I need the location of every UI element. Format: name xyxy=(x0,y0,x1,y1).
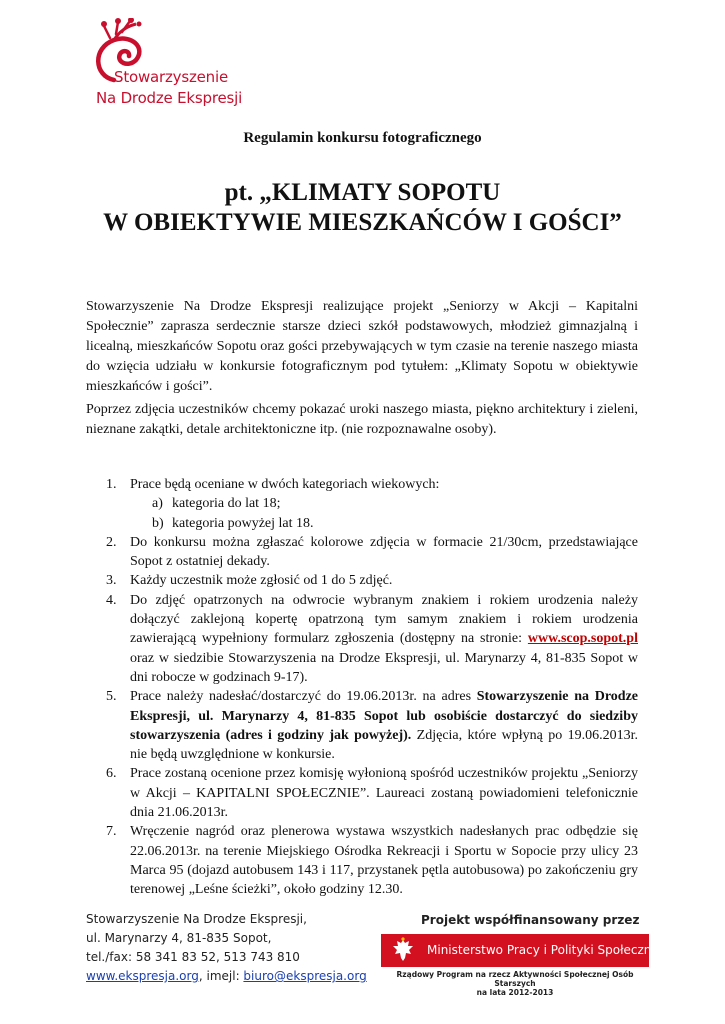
list-item-text-part: Prace należy nadesłać/dostarczyć do 19.06.2013r. na adres xyxy=(130,689,477,705)
sub-list-item xyxy=(86,494,638,513)
logo-text-line1: Stowarzyszenie xyxy=(114,68,228,86)
submission-address-bold: Stowarzyszenie na Drodze Ekspresji, ul. Marynarzy 4, 81-835 Sopot lub osobiście dostarczyć do siedziby stowarzyszenia (adres i godziny jak powyżej). xyxy=(130,689,638,743)
list-item-text: Do konkursu można zgłaszać kolorowe zdjęcia w formacie 21/30cm, przedstawiające Sopot z ostatniej dekady. xyxy=(130,534,638,570)
list-item-text-part: Zdjęcia, które wpłyną po 19.06.2013r. nie będą uwzględnione w konkursie. xyxy=(130,727,638,763)
sub-item-label: a) xyxy=(152,496,163,512)
sub-item-text: kategoria powyżej lat 18. xyxy=(172,515,314,531)
footer-address: ul. Marynarzy 4, 81-835 Sopot, xyxy=(86,931,272,945)
list-item-number: 4. xyxy=(106,592,117,608)
list-item-text xyxy=(130,689,638,762)
list-item-text: Każdy uczestnik może zgłosić od 1 do 5 zdjęć. xyxy=(130,573,393,589)
footer-web-line xyxy=(86,967,367,986)
sub-list-item xyxy=(86,514,638,533)
footer-contact xyxy=(86,910,367,986)
footer-email-link[interactable]: biuro@ekspresja.org xyxy=(243,969,367,983)
list-item-number: 3. xyxy=(106,573,117,589)
program-line-2: na lata 2012-2013 xyxy=(476,988,554,997)
program-caption xyxy=(381,970,649,997)
list-item xyxy=(86,822,638,899)
list-item-text xyxy=(130,593,638,685)
list-item-number: 6. xyxy=(106,766,117,782)
sub-item-label: b) xyxy=(152,515,164,531)
list-item xyxy=(86,533,638,572)
title-line-2: W OBIEKTYWIE MIESZKAŃCÓW I GOŚCI” xyxy=(103,209,622,236)
organization-logo xyxy=(84,18,244,118)
list-item-text: Wręczenie nagród oraz plenerowa wystawa wszystkich nadesłanych prac odbędzie się 22.06.2013r. na terenie Miejskiego Ośrodka Rekreacji i Sportu w Sopocie przy ulicy 23 Marca 95 (dojazd autobusem 143 i 117, przystanek pętla autobusowa) po zakończeniu gry terenowej „Leśne ścieżki”, około godziny 12.30. xyxy=(130,824,638,898)
sub-item-text: kategoria do lat 18; xyxy=(172,496,281,512)
cofund-heading: Projekt współfinansowany przez xyxy=(421,913,640,927)
footer-email-label: , imejl: xyxy=(198,969,244,983)
scop-website-link[interactable]: www.scop.sopot.pl xyxy=(527,631,638,647)
list-item xyxy=(86,571,638,590)
title-line-1: pt. „KLIMATY SOPOTU xyxy=(224,179,501,206)
intro-paragraph: Stowarzyszenie Na Drodze Ekspresji realizujące projekt „Seniorzy w Akcji – Kapitalni Społecznie” zaprasza serdecznie starsze dzieci szkół podstawowych, młodzież gimnazjalną i licealną, mieszkańców Sopotu oraz gości przebywających w tym czasie na terenie naszego miasta do wzięcia udziału w konkursie fotograficznym pod tytułem: „Klimaty Sopotu w obiektywie mieszkańców i gości”. xyxy=(86,299,638,394)
purpose-paragraph: Poprzez zdjęcia uczestników chcemy pokazać uroki naszego miasta, piękno architektury i zieleni, nieznane zakątki, detale architektoniczne itp. (nie rozpoznawalne osoby). xyxy=(86,402,638,437)
polish-eagle-icon xyxy=(391,937,415,964)
list-item-number: 1. xyxy=(106,477,117,492)
list-item-text: Prace będą oceniane w dwóch kategoriach wiekowych: xyxy=(130,477,440,492)
list-item-text: Prace zostaną ocenione przez komisję wyłonioną spośród uczestników projektu „Seniorzy w Akcji – KAPITALNI SPOŁECZNIE”. Laureaci zostaną powiadomieni telefonicznie dnia 21.06.2013r. xyxy=(130,766,638,821)
ministry-banner xyxy=(381,934,663,967)
footer-website-link[interactable]: www.ekspresja.org xyxy=(86,969,199,983)
list-item xyxy=(86,687,638,764)
footer-phone: tel./fax: 58 341 83 52, 513 743 810 xyxy=(86,950,300,964)
rules-list xyxy=(86,475,638,900)
list-item xyxy=(86,475,638,494)
document-title xyxy=(0,178,725,238)
list-item-number: 7. xyxy=(106,824,117,840)
list-item-text-part: Do zdjęć opatrzonych na odwrocie wybranym znakiem i rokiem urodzenia należy dołączyć zaklejoną kopertę opatrzoną tym samym znakiem i rokiem urodzenia zawierającą wypełniony formularz zgłoszenia (dostępny na stronie: xyxy=(130,592,638,647)
list-item xyxy=(86,764,638,822)
list-item-number: 5. xyxy=(106,689,117,705)
ministry-name: Ministerstwo Pracy i Polityki Społecznej xyxy=(427,943,663,957)
document-subtitle: Regulamin konkursu fotograficznego xyxy=(243,130,482,146)
footer-org-name: Stowarzyszenie Na Drodze Ekspresji, xyxy=(86,912,307,926)
list-item-text-part: oraz w siedzibie Stowarzyszenia na Drodze Ekspresji, ul. Marynarzy 4, 81-835 Sopot w dni robocze w godzinach 9-17). xyxy=(130,650,638,685)
logo-text-line2: Na Drodze Ekspresji xyxy=(96,89,243,107)
list-item xyxy=(86,591,638,687)
list-item-number: 2. xyxy=(106,534,117,550)
program-line-1: Rządowy Program na rzecz Aktywności Społecznej Osób Starszych xyxy=(396,970,634,988)
